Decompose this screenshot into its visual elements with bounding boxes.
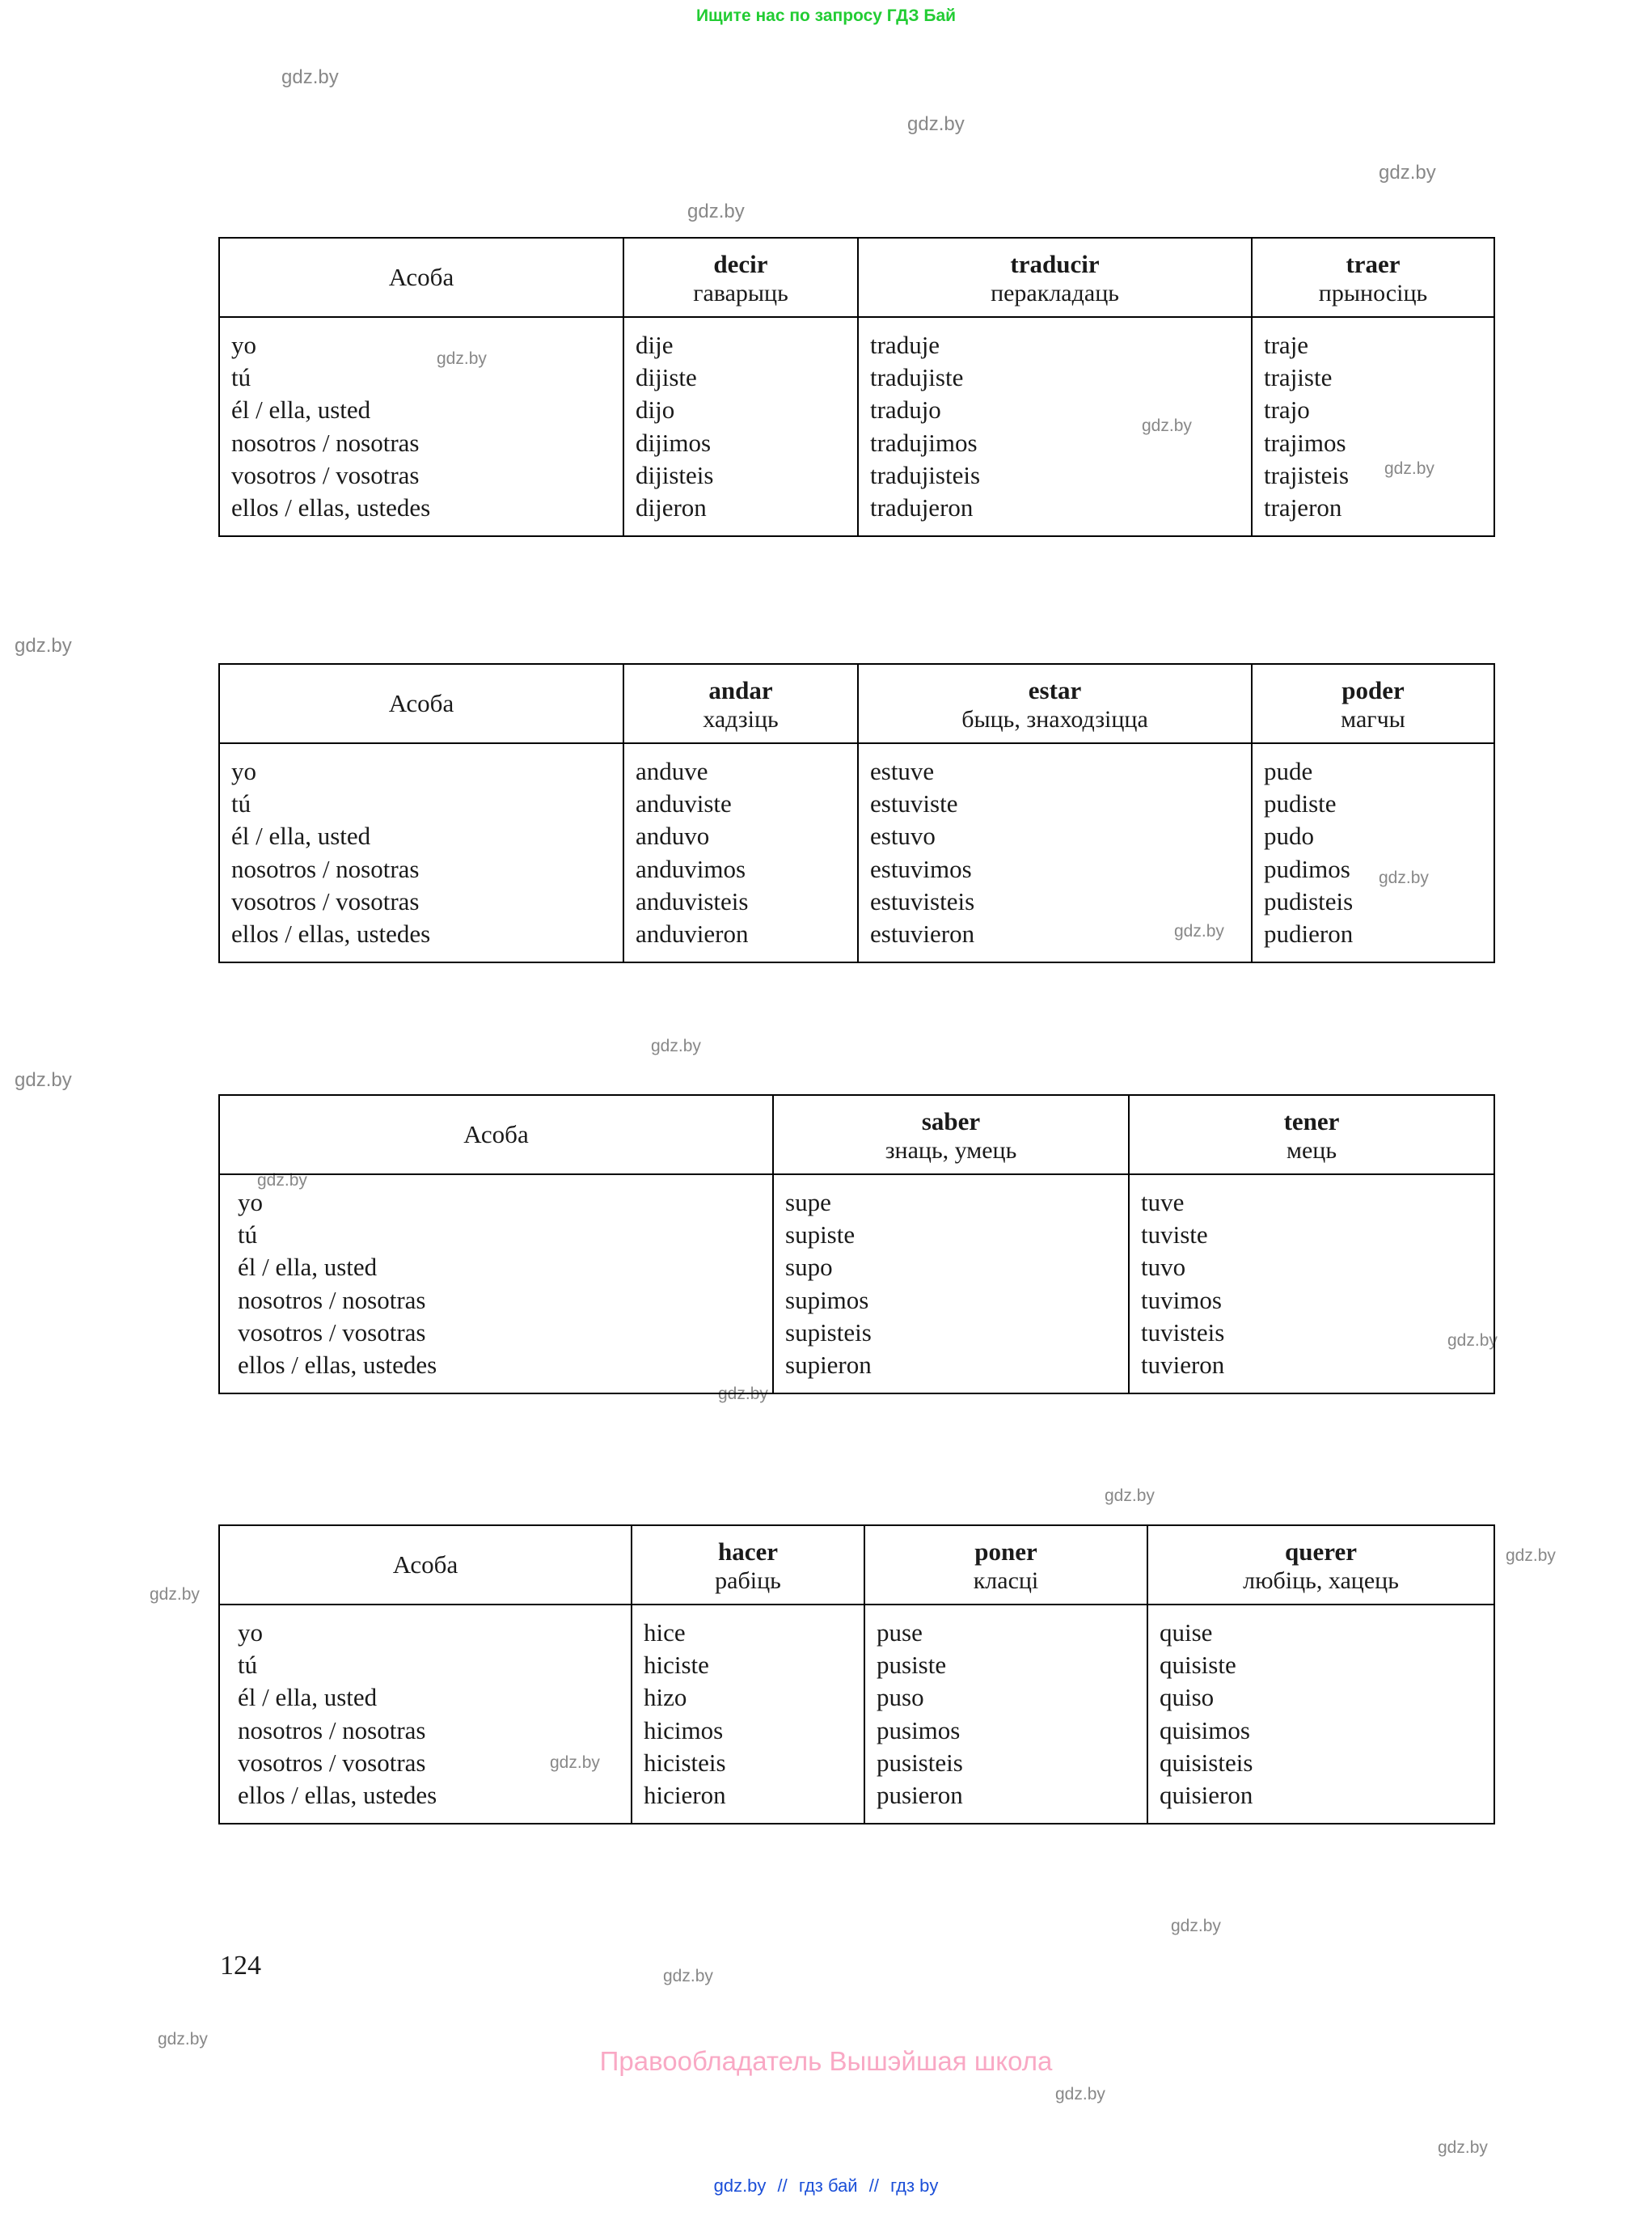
verb-translation: прыносіць	[1318, 279, 1428, 307]
forms-saber	[773, 1174, 1129, 1394]
table-cell-line: trajiste	[1264, 362, 1333, 391]
table-andar	[218, 663, 1495, 963]
table-cell-line: dije	[636, 330, 674, 359]
footer-sep-2: //	[868, 2175, 879, 2196]
table-cell-line: nosotros / nosotras	[238, 1285, 426, 1314]
verb-header-poner	[864, 1525, 1147, 1605]
table-cell-line: tuvimos	[1141, 1285, 1222, 1314]
table-cell-line: tuviste	[1141, 1220, 1208, 1249]
table-cell-line: él / ella, usted	[231, 822, 371, 851]
table-cell-line: ellos / ellas, ustedes	[231, 920, 431, 949]
table-body-row	[219, 1605, 1494, 1824]
table-cell-line: hicimos	[644, 1715, 724, 1744]
table-cell-line: quise	[1160, 1617, 1213, 1647]
verb-translation: быць, знаходзіцца	[961, 705, 1148, 733]
table-cell-line: trajo	[1264, 395, 1310, 425]
table-cell-line: vosotros / vosotras	[231, 460, 420, 489]
table-cell-line: supiste	[785, 1220, 856, 1249]
verb-spanish: poder	[1341, 676, 1405, 704]
table-cell-line: tuvisteis	[1141, 1317, 1225, 1347]
verb-translation: хадзіць	[703, 705, 779, 733]
watermark-label: gdz.by	[1506, 1546, 1556, 1565]
table-cell-line: tuvieron	[1141, 1351, 1225, 1380]
footer-sep-1: //	[777, 2175, 788, 2196]
table-decir	[218, 237, 1495, 537]
table-header-row	[219, 664, 1494, 743]
table-cell-line: quisimos	[1160, 1715, 1250, 1744]
table-cell-line: anduvimos	[636, 854, 746, 883]
table-cell-line: tradujeron	[870, 493, 974, 522]
verb-spanish: querer	[1285, 1537, 1357, 1566]
table-cell-line: anduvieron	[636, 920, 749, 949]
copyright-notice: Правообладатель Вышэйшая школа	[599, 2046, 1053, 2076]
table-cell-line: anduvisteis	[636, 886, 749, 915]
watermark-label: gdz.by	[651, 1037, 701, 1055]
watermark-label: gdz.by	[1447, 1331, 1498, 1350]
table-cell-line: supieron	[785, 1351, 872, 1380]
table-cell-line: tú	[238, 1220, 258, 1249]
table-header-row	[219, 1095, 1494, 1174]
watermark-label: gdz.by	[1142, 416, 1192, 435]
verb-spanish: traer	[1346, 250, 1401, 278]
forms-querer	[1147, 1605, 1494, 1824]
table-cell-line: dijo	[636, 395, 675, 425]
table-cell-line: tuvo	[1141, 1253, 1186, 1282]
table-cell-line: vosotros / vosotras	[238, 1317, 426, 1347]
watermark-label: gdz.by	[15, 1069, 72, 1091]
verb-header-estar	[858, 664, 1252, 743]
table-cell-line: estuvo	[870, 822, 936, 851]
table-cell-line: anduviste	[636, 789, 732, 818]
table-cell-line: pusimos	[877, 1715, 961, 1744]
table-cell-line: supe	[785, 1187, 831, 1216]
table-cell-line: yo	[231, 756, 256, 785]
table-cell-line: tú	[238, 1650, 258, 1679]
watermark-label: gdz.by	[150, 1585, 200, 1604]
table-cell-line: tú	[231, 362, 251, 391]
forms-andar	[623, 743, 858, 963]
table-cell-line: quisiste	[1160, 1650, 1236, 1679]
verb-header-hacer	[632, 1525, 864, 1605]
table-cell-line: traje	[1264, 330, 1309, 359]
watermark-label: gdz.by	[1438, 2138, 1488, 2157]
forms-traducir	[858, 317, 1252, 537]
table-cell-line: dijiste	[636, 362, 697, 391]
table-cell-line: yo	[238, 1617, 263, 1647]
watermark-label: gdz.by	[663, 1967, 713, 1985]
watermark-label: gdz.by	[1171, 1917, 1221, 1935]
verb-header-traducir	[858, 238, 1252, 317]
table-cell-line: anduve	[636, 756, 708, 785]
table-cell-line: quisisteis	[1160, 1748, 1253, 1777]
forms-poder	[1252, 743, 1494, 963]
watermark-label: gdz.by	[158, 2030, 208, 2049]
top-search-banner: Ищите нас по запросу ГДЗ Бай	[695, 6, 957, 25]
verb-header-poder	[1252, 664, 1494, 743]
table-cell-line: pudimos	[1264, 854, 1350, 883]
table-body-row	[219, 317, 1494, 537]
table-header-row	[219, 1525, 1494, 1605]
table-cell-line: ellos / ellas, ustedes	[238, 1351, 437, 1380]
table-header-row	[219, 238, 1494, 317]
table-cell-line: hicisteis	[644, 1748, 726, 1777]
table-cell-line: quisieron	[1160, 1781, 1253, 1810]
table-cell-line: estuvisteis	[870, 886, 975, 915]
table-cell-line: pude	[1264, 756, 1313, 785]
verb-header-tener	[1129, 1095, 1494, 1174]
verb-translation: класці	[973, 1567, 1039, 1594]
person-list	[219, 743, 623, 963]
footer-link-3[interactable]: гдз by	[890, 2175, 939, 2196]
table-cell-line: estuvieron	[870, 920, 975, 949]
verb-translation: перакладаць	[991, 279, 1119, 307]
watermark-label: gdz.by	[1379, 162, 1436, 184]
table-cell-line: supo	[785, 1253, 833, 1282]
table-cell-line: dijimos	[636, 428, 712, 457]
watermark-label: gdz.by	[718, 1385, 768, 1403]
table-cell-line: tú	[231, 789, 251, 818]
table-cell-line: tradujo	[870, 395, 941, 425]
table-cell-line: trajimos	[1264, 428, 1346, 457]
table-cell-line: trajeron	[1264, 493, 1342, 522]
verb-spanish: traducir	[1010, 250, 1100, 278]
watermark-label: gdz.by	[1105, 1486, 1155, 1505]
verb-translation: любіць, хацець	[1243, 1567, 1399, 1594]
verb-translation: знаць, умець	[885, 1136, 1017, 1164]
table-cell-line: trajisteis	[1264, 460, 1350, 489]
table-cell-line: hizo	[644, 1683, 687, 1712]
table-cell-line: pusiste	[877, 1650, 947, 1679]
table-cell-line: él / ella, usted	[231, 395, 371, 425]
watermark-label: gdz.by	[257, 1171, 307, 1190]
verb-translation: гаварыць	[693, 279, 788, 307]
table-cell-line: ellos / ellas, ustedes	[231, 493, 431, 522]
verb-header-querer	[1147, 1525, 1494, 1605]
table-body-row	[219, 743, 1494, 963]
page-number: 124	[220, 1951, 261, 1981]
forms-poner	[864, 1605, 1147, 1824]
table-cell-line: él / ella, usted	[238, 1253, 378, 1282]
watermark-label: gdz.by	[687, 201, 745, 222]
table-cell-line: yo	[238, 1187, 263, 1216]
table-cell-line: pudo	[1264, 822, 1314, 851]
watermark-label: gdz.by	[1055, 2085, 1105, 2103]
table-cell-line: estuve	[870, 756, 935, 785]
verb-header-traer	[1252, 238, 1494, 317]
table-cell-line: puse	[877, 1617, 923, 1647]
table-cell-line: yo	[231, 330, 256, 359]
table-cell-line: tradujisteis	[870, 460, 981, 489]
person-list	[219, 1605, 632, 1824]
table-cell-line: nosotros / nosotras	[231, 854, 420, 883]
table-cell-line: traduje	[870, 330, 940, 359]
verb-header-saber	[773, 1095, 1129, 1174]
forms-estar	[858, 743, 1252, 963]
verb-spanish: hacer	[717, 1537, 779, 1566]
table-cell-line: pudiste	[1264, 789, 1337, 818]
table-cell-line: supimos	[785, 1285, 869, 1314]
watermark-label: gdz.by	[550, 1753, 600, 1772]
watermark-label: gdz.by	[1379, 869, 1429, 887]
watermark-label: gdz.by	[281, 66, 339, 88]
verb-spanish: saber	[921, 1107, 981, 1135]
table-hacer	[218, 1524, 1495, 1824]
forms-decir	[623, 317, 858, 537]
watermark-label: gdz.by	[15, 635, 72, 657]
table-cell-line: tuve	[1141, 1187, 1185, 1216]
table-cell-line: dijisteis	[636, 460, 714, 489]
watermark-label: gdz.by	[1384, 459, 1434, 478]
table-cell-line: hicieron	[644, 1781, 726, 1810]
table-cell-line: puso	[877, 1683, 924, 1712]
table-cell-line: él / ella, usted	[238, 1683, 378, 1712]
person-header: Асоба	[219, 1525, 632, 1605]
table-cell-line: vosotros / vosotras	[231, 886, 420, 915]
table-cell-line: vosotros / vosotras	[238, 1748, 426, 1777]
forms-traer	[1252, 317, 1494, 537]
verb-spanish: tener	[1283, 1107, 1340, 1135]
table-cell-line: dijeron	[636, 493, 707, 522]
verb-translation: магчы	[1341, 705, 1405, 733]
watermark-label: gdz.by	[1174, 922, 1224, 941]
table-cell-line: ellos / ellas, ustedes	[238, 1781, 437, 1810]
verb-header-andar	[623, 664, 858, 743]
table-cell-line: quiso	[1160, 1683, 1215, 1712]
table-body-row	[219, 1174, 1494, 1394]
person-header: Асоба	[219, 1095, 773, 1174]
watermark-label: gdz.by	[437, 349, 487, 368]
table-cell-line: pudisteis	[1264, 886, 1354, 915]
table-cell-line: estuviste	[870, 789, 958, 818]
table-cell-line: pudieron	[1264, 920, 1354, 949]
verb-translation: рабіць	[715, 1567, 781, 1594]
person-list	[219, 317, 623, 537]
table-cell-line: nosotros / nosotras	[238, 1715, 426, 1744]
table-cell-line: pusieron	[877, 1781, 963, 1810]
forms-tener	[1129, 1174, 1494, 1394]
verb-header-decir	[623, 238, 858, 317]
forms-hacer	[632, 1605, 864, 1824]
footer-link-1[interactable]: gdz.by	[713, 2175, 767, 2196]
verb-spanish: andar	[708, 676, 773, 704]
watermark-label: gdz.by	[907, 113, 965, 135]
verb-spanish: decir	[713, 250, 768, 278]
person-header: Асоба	[219, 238, 623, 317]
table-cell-line: hiciste	[644, 1650, 709, 1679]
person-header: Асоба	[219, 664, 623, 743]
table-cell-line: estuvimos	[870, 854, 972, 883]
verb-translation: мець	[1286, 1136, 1337, 1164]
verb-spanish: poner	[974, 1537, 1037, 1566]
table-saber	[218, 1094, 1495, 1394]
person-list	[219, 1174, 773, 1394]
footer-link-2[interactable]: гдз бай	[798, 2175, 858, 2196]
verb-spanish: estar	[1028, 676, 1082, 704]
table-cell-line: hice	[644, 1617, 686, 1647]
table-cell-line: anduvo	[636, 822, 710, 851]
table-cell-line: tradujimos	[870, 428, 978, 457]
table-cell-line: nosotros / nosotras	[231, 428, 420, 457]
table-cell-line: pusisteis	[877, 1748, 963, 1777]
table-cell-line: tradujiste	[870, 362, 964, 391]
footer-links	[0, 2175, 1652, 2197]
table-cell-line: supisteis	[785, 1317, 872, 1347]
